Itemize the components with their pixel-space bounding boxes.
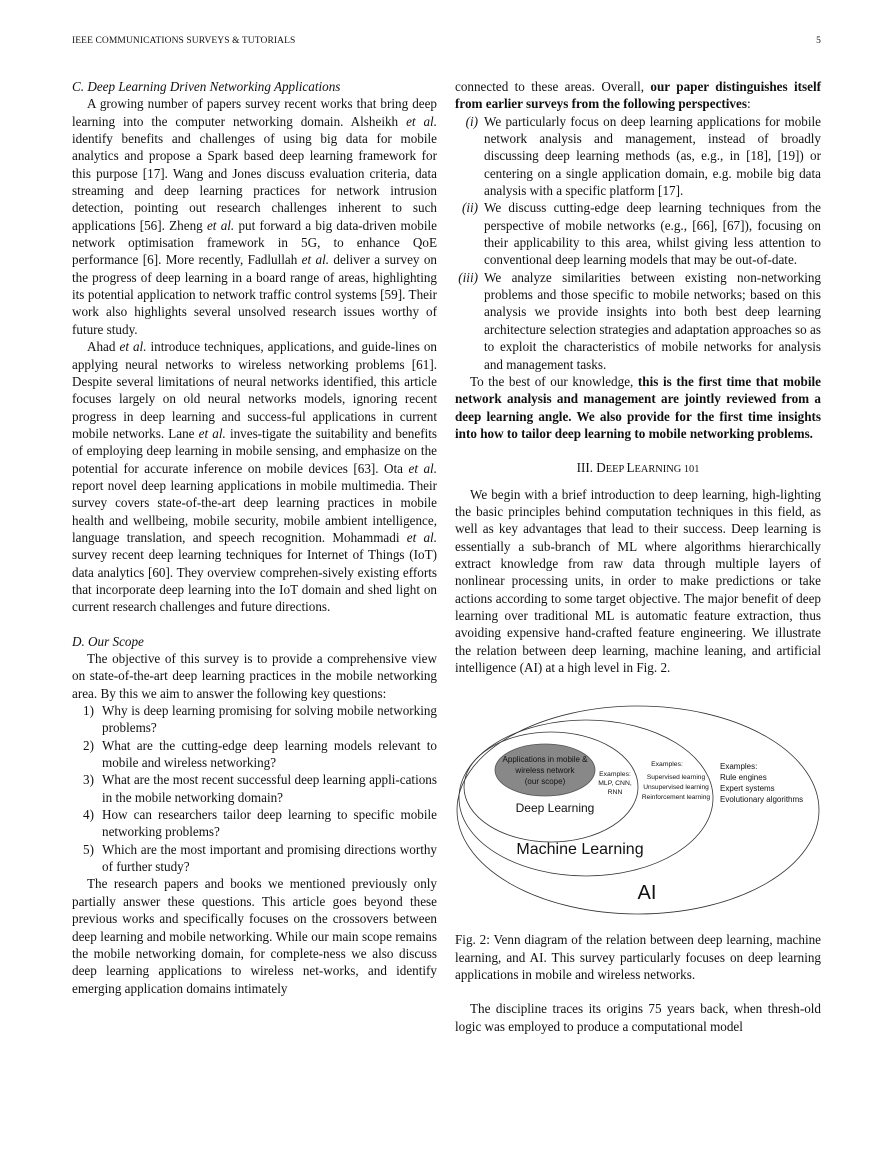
perspectives-list bbox=[455, 113, 821, 373]
section-c-title: C. Deep Learning Driven Networking Applications bbox=[72, 79, 341, 94]
venn-diagram bbox=[455, 699, 821, 921]
list-item: 5) Which are the most important and promising directions worthy of further study? bbox=[83, 841, 437, 875]
list-item: 4) How can researchers tailor deep learning to specific mobile networking problems? bbox=[83, 807, 437, 840]
list-item: (ii) We discuss cutting-edge deep learning techniques from the perspective of mobile networks (e.g., [66], [67]), focusing on their applicability to this area, whilst giving less attention to conventional deep learning models that may be out-of-date. bbox=[461, 200, 821, 268]
dl-examples-line-1: MLP, CNN, bbox=[598, 780, 632, 788]
history-paragraph: The discipline traces its origins 75 years back, when thresh-old logic was employed to produce a computational model bbox=[455, 1001, 821, 1034]
ml-examples-line-2: Unsupervised learning bbox=[643, 784, 709, 792]
ai-label: AI bbox=[637, 882, 657, 905]
section-c-paragraph-2: Ahad et al. introduce techniques, applications, and guide-lines on applying neural networks to wireless networking problems [61]. Despite several limitations of neural networks identified, this article focuses largely on old neural networks models, ignoring recent progress in deep learning and success-ful applications in current mobile networks. Lane et al. inves-tigate the suitability and benefits of employing deep learning in mobile sensing, and emphasize on the potential for accurate inference on mobile devices [63]. Ota et al. report novel deep learning applications in mobile multimedia. Their survey covers state-of-the-art deep learning practices in mobile health and wellbeing, mobile security, mobile ambient intelligence, language translation, and speech recognition. Mohammadi et al. survey recent deep learning techniques for Internet of Things (IoT) data analytics [60]. They overview comprehen-sively existing efforts that incorporate deep learning into the IoT domain and shed light on current research challenges and future directions. bbox=[72, 339, 437, 615]
page-number: 5 bbox=[816, 36, 821, 46]
list-item: 3) What are the most recent successful deep learning appli-cations in the mobile networking domain? bbox=[83, 772, 437, 805]
ml-examples-line-3: Reinforcement learning bbox=[641, 794, 711, 802]
scope-label-line-1: Applications in mobile & bbox=[502, 755, 588, 765]
deep-learning-label: Deep Learning bbox=[515, 801, 595, 816]
scope-label-line-2: wireless network bbox=[515, 766, 575, 776]
list-item: (i) We particularly focus on deep learning applications for mobile network analysis and management, instead of broadly discussing deep learning methods (as, e.g., in [18], [19]) or centering on a single application domain, e.g. mobile big data analysis with a specific platform [17]. bbox=[465, 113, 821, 199]
ml-examples-title: Examples: bbox=[651, 761, 683, 769]
scope-label-line-3: (our scope) bbox=[524, 777, 566, 787]
continuation-paragraph: connected to these areas. Overall, our paper distinguishes itself from earlier surveys from the following perspectives: bbox=[455, 79, 821, 112]
contribution-paragraph: To the best of our knowledge, this is the first time that mobile network analysis and management are jointly reviewed from a deep learning angle. We also provide for the first time insights into how to tailor deep learning to mobile networking problems. bbox=[455, 373, 821, 441]
section-d-title: D. Our Scope bbox=[72, 633, 144, 649]
list-item: 2) What are the cutting-edge deep learning models relevant to mobile and wireless networking? bbox=[83, 737, 437, 771]
section-c-paragraph-1: A growing number of papers survey recent works that bring deep learning into the computer networking domain. Alsheikh et al. identify benefits and challenges of using big data for mobile analytics and propose a Spark based deep learning framework for this purpose [17]. Wang and Jones discuss evaluation criteria, data streaming and deep learning practices for network intrusion detection, pointing out research challenges inherent to such applications [56]. Zheng et al. put forward a big data-driven mobile network optimisation framework in 5G, to enhance QoE performance [6]. More recently, Fadlullah et al. deliver a survey on the progress of deep learning in a board range of areas, highlighting its potential application to network traffic control systems [59]. Their work also highlights several unsolved research issues worthy of future study. bbox=[72, 96, 437, 337]
figure-caption: Fig. 2: Venn diagram of the relation between deep learning, machine learning, and AI. This survey particularly focuses on deep learning applications in mobile and wireless networks. bbox=[455, 932, 821, 983]
key-questions-list bbox=[72, 702, 437, 875]
dl-examples-line-2: RNN bbox=[607, 789, 623, 797]
ai-examples-line-3: Evolutionary algorithms bbox=[720, 795, 804, 805]
left-column bbox=[72, 78, 437, 997]
journal-name: IEEE COMMUNICATIONS SURVEYS & TUTORIALS bbox=[72, 36, 296, 46]
section-3-heading: III. DEEP LEARNING 101 bbox=[576, 460, 700, 476]
ai-examples-line-2: Expert systems bbox=[720, 784, 775, 794]
ai-examples-title: Examples: bbox=[720, 762, 758, 772]
machine-learning-label: Machine Learning bbox=[516, 841, 644, 859]
section-3-paragraph-1: We begin with a brief introduction to deep learning, high-lighting the basic principles behind computation techniques in this field, as well as key advantages that lead to their success. Deep learning is essentially a sub-branch of ML where algorithms hierarchically extract knowledge from raw data through multiple layers of nonlinear processing units, in order to make predictions or take actions according to some target objective. The major benefit of deep learning over traditional ML is automatic feature extraction, thus avoiding expensive hand-crafted feature engineering. We illustrate the relation between deep learning, machine leaning, and artificial intelligence (AI) at a high level in Fig. 2. bbox=[455, 486, 821, 675]
venn-diagram-figure bbox=[455, 699, 821, 921]
dl-examples-title: Examples: bbox=[599, 771, 631, 779]
ai-examples-line-1: Rule engines bbox=[720, 773, 767, 783]
section-d-paragraph-2: The research papers and books we mentioned previously only partially answer these questions. This article goes beyond these previous works and specifically focuses on the crossovers between deep learning and mobile networking. While our main scope remains the mobile networking domain, for complete-ness we also discuss deep learning applications to wireless net-works, and identify emerging application domains intimately bbox=[72, 876, 437, 996]
section-d-paragraph-1: The objective of this survey is to provide a comprehensive view on state-of-the-art deep learning practices in the mobile networking area. By this we aim to answer the following key questions: bbox=[72, 651, 437, 701]
list-item: (iii) We analyze similarities between existing non-networking problems and those specific to mobile networks; based on this analysis we provide insights into both best deep learning architecture selection strategies and adaptation approaches so as to exploit the characteristics of mobile networks for analysis and management tasks. bbox=[458, 269, 821, 372]
page-header bbox=[72, 36, 821, 50]
list-item: 1) Why is deep learning promising for solving mobile networking problems? bbox=[83, 703, 437, 736]
ml-examples-line-1: Supervised learning bbox=[646, 774, 706, 782]
right-column bbox=[455, 78, 821, 1035]
